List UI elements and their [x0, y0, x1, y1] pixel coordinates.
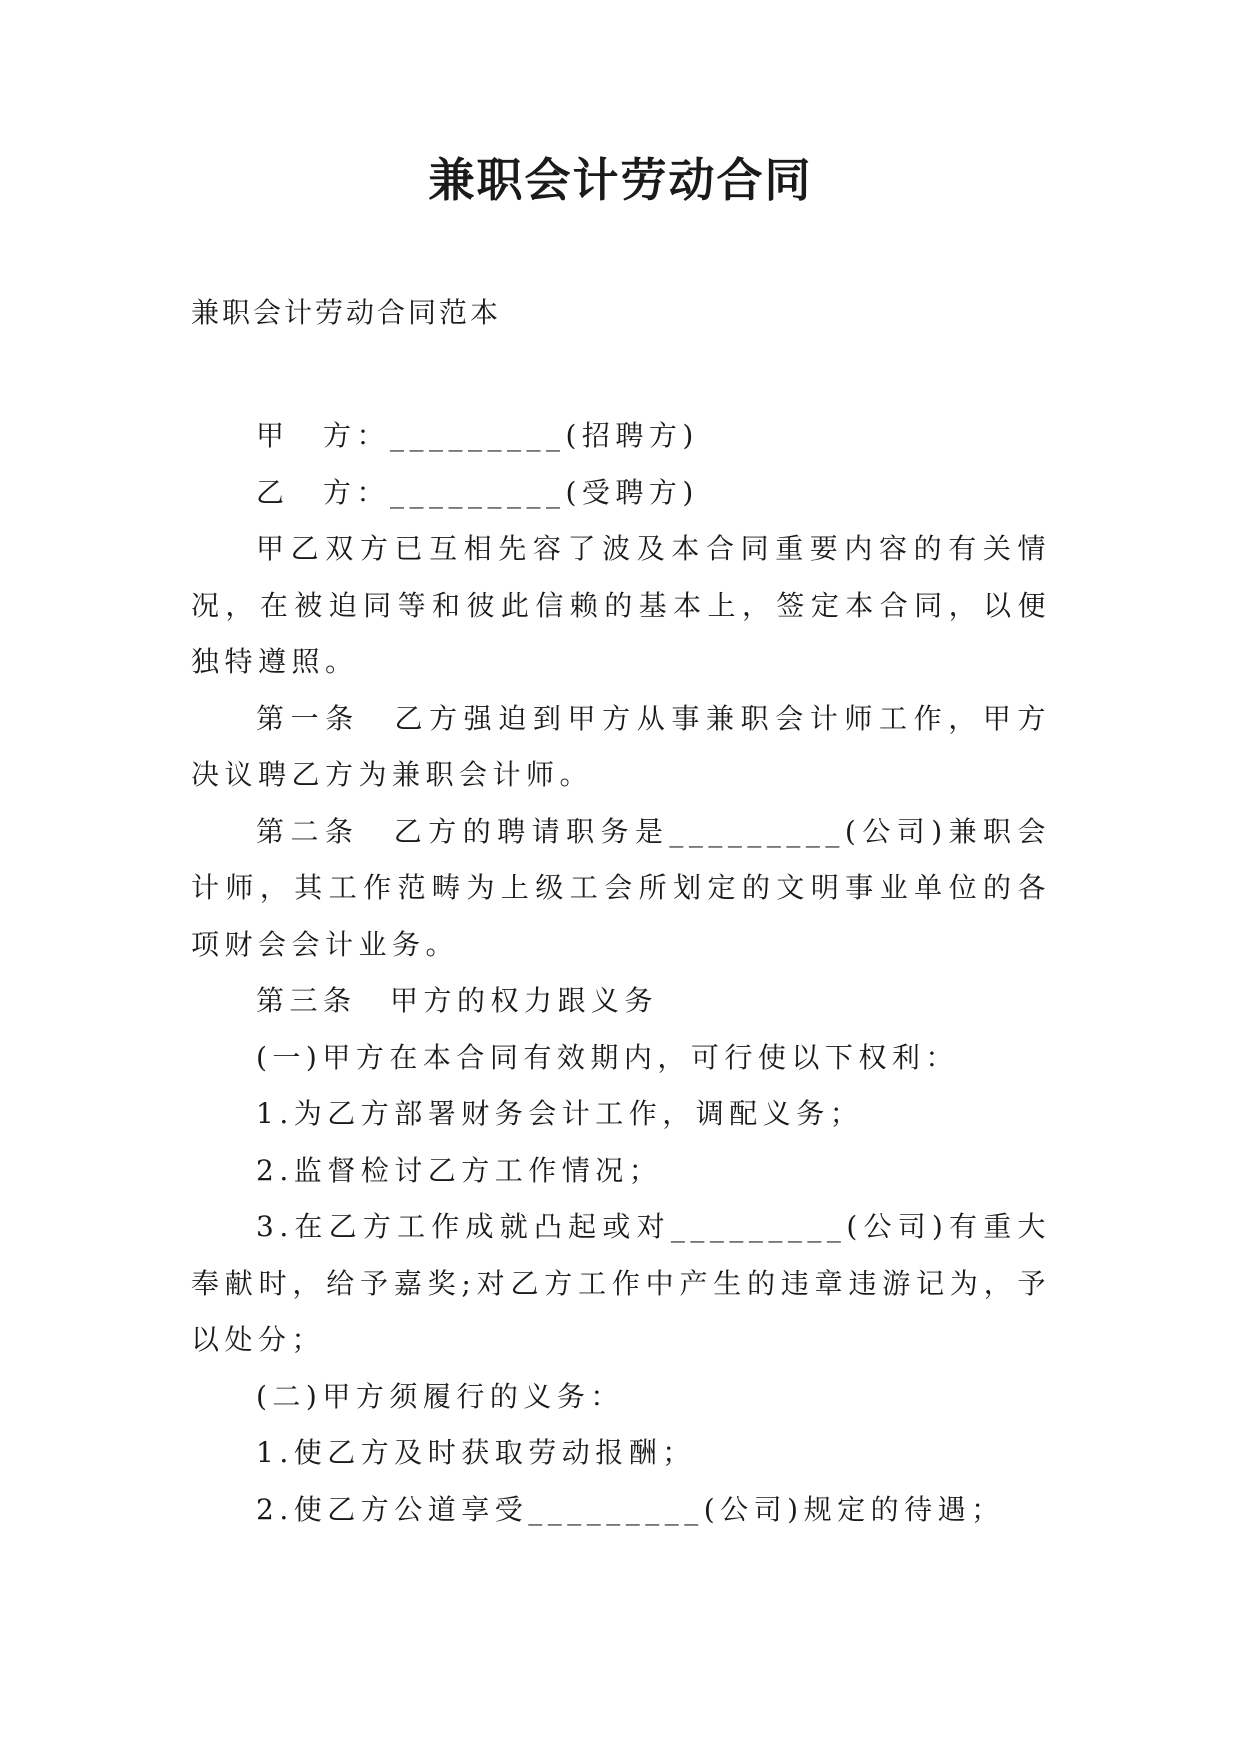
list-item: 2.使乙方公道享受_________(公司)规定的待遇；: [256, 1492, 1005, 1526]
party-b-line: 乙 方：_________(受聘方): [256, 475, 699, 509]
document-subtitle: 兼职会计劳动合同范本: [191, 296, 502, 329]
section-1-heading: (一)甲方在本合同有效期内，可行使以下权利：: [256, 1040, 959, 1074]
article-1: 第一条 乙方强迫到甲方从事兼职会计师工作，甲方决议聘乙方为兼职会计师。: [191, 701, 1051, 791]
article-2: 第二条 乙方的聘请职务是_________(公司)兼职会计师，其工作范畴为上级工会所划定的文明事业单位的各项财会会计业务。: [191, 814, 1051, 961]
section-2-heading: (二)甲方须履行的义务：: [256, 1379, 624, 1413]
list-item: 2.监督检讨乙方工作情况；: [256, 1153, 663, 1187]
list-item: 1.使乙方及时获取劳动报酬；: [256, 1436, 696, 1469]
document-body: [191, 408, 1051, 1538]
article-3-heading: 第三条 甲方的权力跟义务: [256, 984, 659, 1017]
list-item: 3.在乙方工作成就凸起或对_________(公司)有重大奉献时，给予嘉奖;对乙方工作中产生的违章违游记为，予以处分；: [191, 1210, 1051, 1356]
list-item: 1.为乙方部署财务会计工作，调配义务；: [256, 1097, 864, 1130]
document-title: 兼职会计劳动合同: [428, 153, 813, 207]
preamble-paragraph: 甲乙双方已互相先容了波及本合同重要内容的有关情况，在被迫同等和彼此信赖的基本上，签定本合同，以便独特遵照。: [191, 532, 1051, 678]
party-a-line: 甲 方：_________(招聘方): [256, 419, 699, 452]
